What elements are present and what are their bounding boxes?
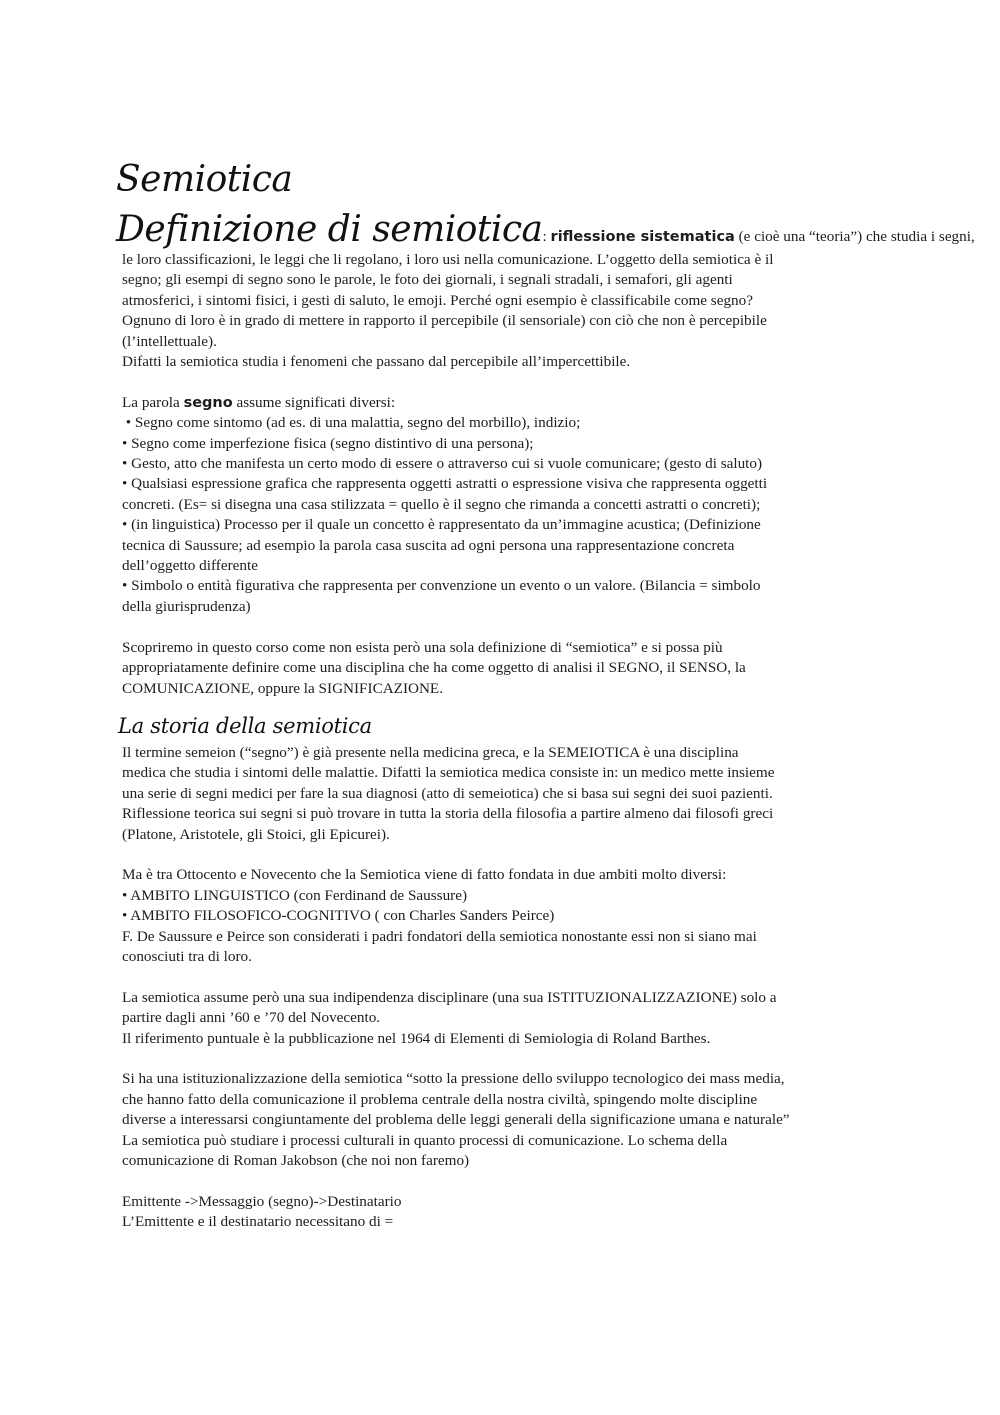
text-line: Difatti la semiotica studia i fenomeni che passano dal percepibile all’impercettibile.: [122, 353, 631, 371]
text-line: Si ha una istituzionalizzazione della semiotica “sotto la pressione dello sviluppo tecnologico dei mass media,: [122, 1070, 785, 1088]
bullet-line: • Qualsiasi espressione grafica che rappresenta oggetti astratti o espressione visiva che rappresenta oggetti: [122, 475, 768, 493]
bullet-line: • Gesto, atto che manifesta un certo modo di essere o attraverso cui si vuole comunicare; (gesto di saluto): [122, 455, 763, 473]
definition-bold-term: riflessione sistematica: [550, 229, 735, 245]
spacer: [122, 845, 882, 865]
text-line: Ognuno di loro è in grado di mettere in rapporto il percepibile (il sensoriale) con ciò che non è percepibile: [122, 312, 767, 330]
bullet-line: • Segno come imperfezione fisica (segno distintivo di una persona);: [122, 434, 534, 452]
text-line: L’Emittente e il destinatario necessitano di =: [122, 1213, 394, 1231]
storia-paragraph-2: [122, 865, 882, 967]
text-line: atmosferici, i sintomi fisici, i gesti di saluto, le emoji. Perché ogni esempio è classificabile come segno?: [122, 291, 753, 309]
definition-first-line: [116, 209, 975, 250]
page-title: Semiotica: [116, 159, 293, 200]
text-line: Ma è tra Ottocento e Novecento che la Semiotica viene di fatto fondata in due ambiti molto diversi:: [122, 866, 727, 884]
segno-section: [122, 393, 882, 617]
text-line: Emittente ->Messaggio (segno)->Destinatario: [122, 1192, 402, 1210]
text-line: che hanno fatto della comunicazione il problema centrale della nostra civiltà, spingendo molte discipline: [122, 1090, 758, 1108]
document-content: [116, 148, 975, 1233]
bullet-line: tecnica di Saussure; ad esempio la parola casa suscita ad ogni persona una rappresentazione concreta: [122, 536, 735, 554]
definition-colon: :: [542, 228, 547, 245]
bullet-line: • AMBITO LINGUISTICO (con Ferdinand de Saussure): [122, 886, 468, 904]
bullet-line: della giurisprudenza): [122, 597, 251, 615]
storia-paragraph-5: [122, 1192, 882, 1233]
text-line: comunicazione di Roman Jakobson (che noi non faremo): [122, 1151, 470, 1169]
definition-paragraph: [122, 250, 882, 372]
storia-paragraph-4: [122, 1069, 882, 1171]
text-line: una serie di segni medici per fare la sua diagnosi (atto di semeiotica) che si basa sui segni dei suoi pazienti.: [122, 784, 773, 802]
text-line: partire dagli anni ’60 e ’70 del Novecento.: [122, 1009, 381, 1027]
text-line: diverse a interessarsi congiuntamente del problema delle leggi generali della significazione umana e naturale”: [122, 1111, 790, 1129]
segno-intro-before: La parola: [122, 393, 184, 411]
text-line: La semiotica può studiare i processi culturali in quanto processi di comunicazione. Lo schema della: [122, 1131, 728, 1149]
spacer: [122, 617, 882, 637]
text-line: (l’intellettuale).: [122, 332, 217, 350]
text-line: le loro classificazioni, le leggi che li regolano, i loro usi nella comunicazione. L’oggetto della semiotica è il: [122, 251, 774, 268]
segno-intro-after: assume significati diversi:: [232, 393, 396, 411]
text-line: appropriatamente definire come una disciplina che ha come oggetto di analisi il SEGNO, il SENSO, la: [122, 659, 746, 677]
definition-first-line-rest: (e cioè una “teoria”) che studia i segni,: [734, 228, 975, 245]
text-line: Il riferimento puntuale è la pubblicazione nel 1964 di Elementi di Semiologia di Roland Barthes.: [122, 1029, 711, 1047]
bullet-line: • (in linguistica) Processo per il quale un concetto è rappresentato da un’immagine acustica; (Definizione: [122, 516, 761, 534]
bullet-line: • Simbolo o entità figurativa che rappresenta per convenzione un evento o un valore. (Bilancia = simbolo: [122, 577, 761, 595]
text-line: Riflessione teorica sui segni si può trovare in tutta la storia della filosofia a partire almeno dai filosofi greci: [122, 805, 774, 823]
text-line: medica che studia i sintomi delle malattie. Difatti la semiotica medica consiste in: un medico mette insieme: [122, 764, 775, 782]
text-line: Scopriremo in questo corso come non esista però una sola definizione di “semiotica” e si possa più: [122, 638, 723, 656]
text-line: COMUNICAZIONE, oppure la SIGNIFICAZIONE.: [122, 679, 444, 697]
text-line: F. De Saussure e Peirce son considerati i padri fondatori della semiotica nonostante essi non si siano mai: [122, 927, 757, 945]
text-line: La semiotica assume però una sua indipendenza disciplinare (una sua ISTITUZIONALIZZAZIONE) solo a: [122, 988, 777, 1006]
bullet-line: concreti. (Es= si disegna una casa stilizzata = quello è il segno che rimanda a concetti astratti o concreti);: [122, 495, 761, 513]
spacer: [122, 967, 882, 987]
text-line: (Platone, Aristotele, gli Stoici, gli Epicurei).: [122, 825, 390, 843]
segno-bold: segno: [183, 394, 233, 411]
storia-heading: La storia della semiotica: [118, 713, 372, 738]
bullet-line: • AMBITO FILOSOFICO-COGNITIVO ( con Charles Sanders Peirce): [122, 907, 555, 925]
spacer: [122, 1171, 882, 1191]
storia-paragraph-3: [122, 988, 882, 1049]
text-line: Il termine semeion (“segno”) è già presente nella medicina greca, e la SEMEIOTICA è una disciplina: [122, 743, 739, 761]
storia-paragraph-1: [122, 743, 882, 845]
definition-heading: Definizione di semiotica: [116, 209, 543, 250]
bullet-line: dell’oggetto differente: [122, 557, 258, 575]
corso-paragraph: [122, 638, 882, 699]
text-line: conosciuti tra di loro.: [122, 947, 252, 965]
spacer: [122, 372, 882, 392]
spacer: [122, 1049, 882, 1069]
bullet-line: • Segno come sintomo (ad es. di una malattia, segno del morbillo), indizio;: [122, 414, 581, 432]
text-line: segno; gli esempi di segno sono le parole, le foto dei giornali, i segnali stradali, i semafori, gli agenti: [122, 271, 733, 289]
segno-intro: [122, 393, 882, 413]
